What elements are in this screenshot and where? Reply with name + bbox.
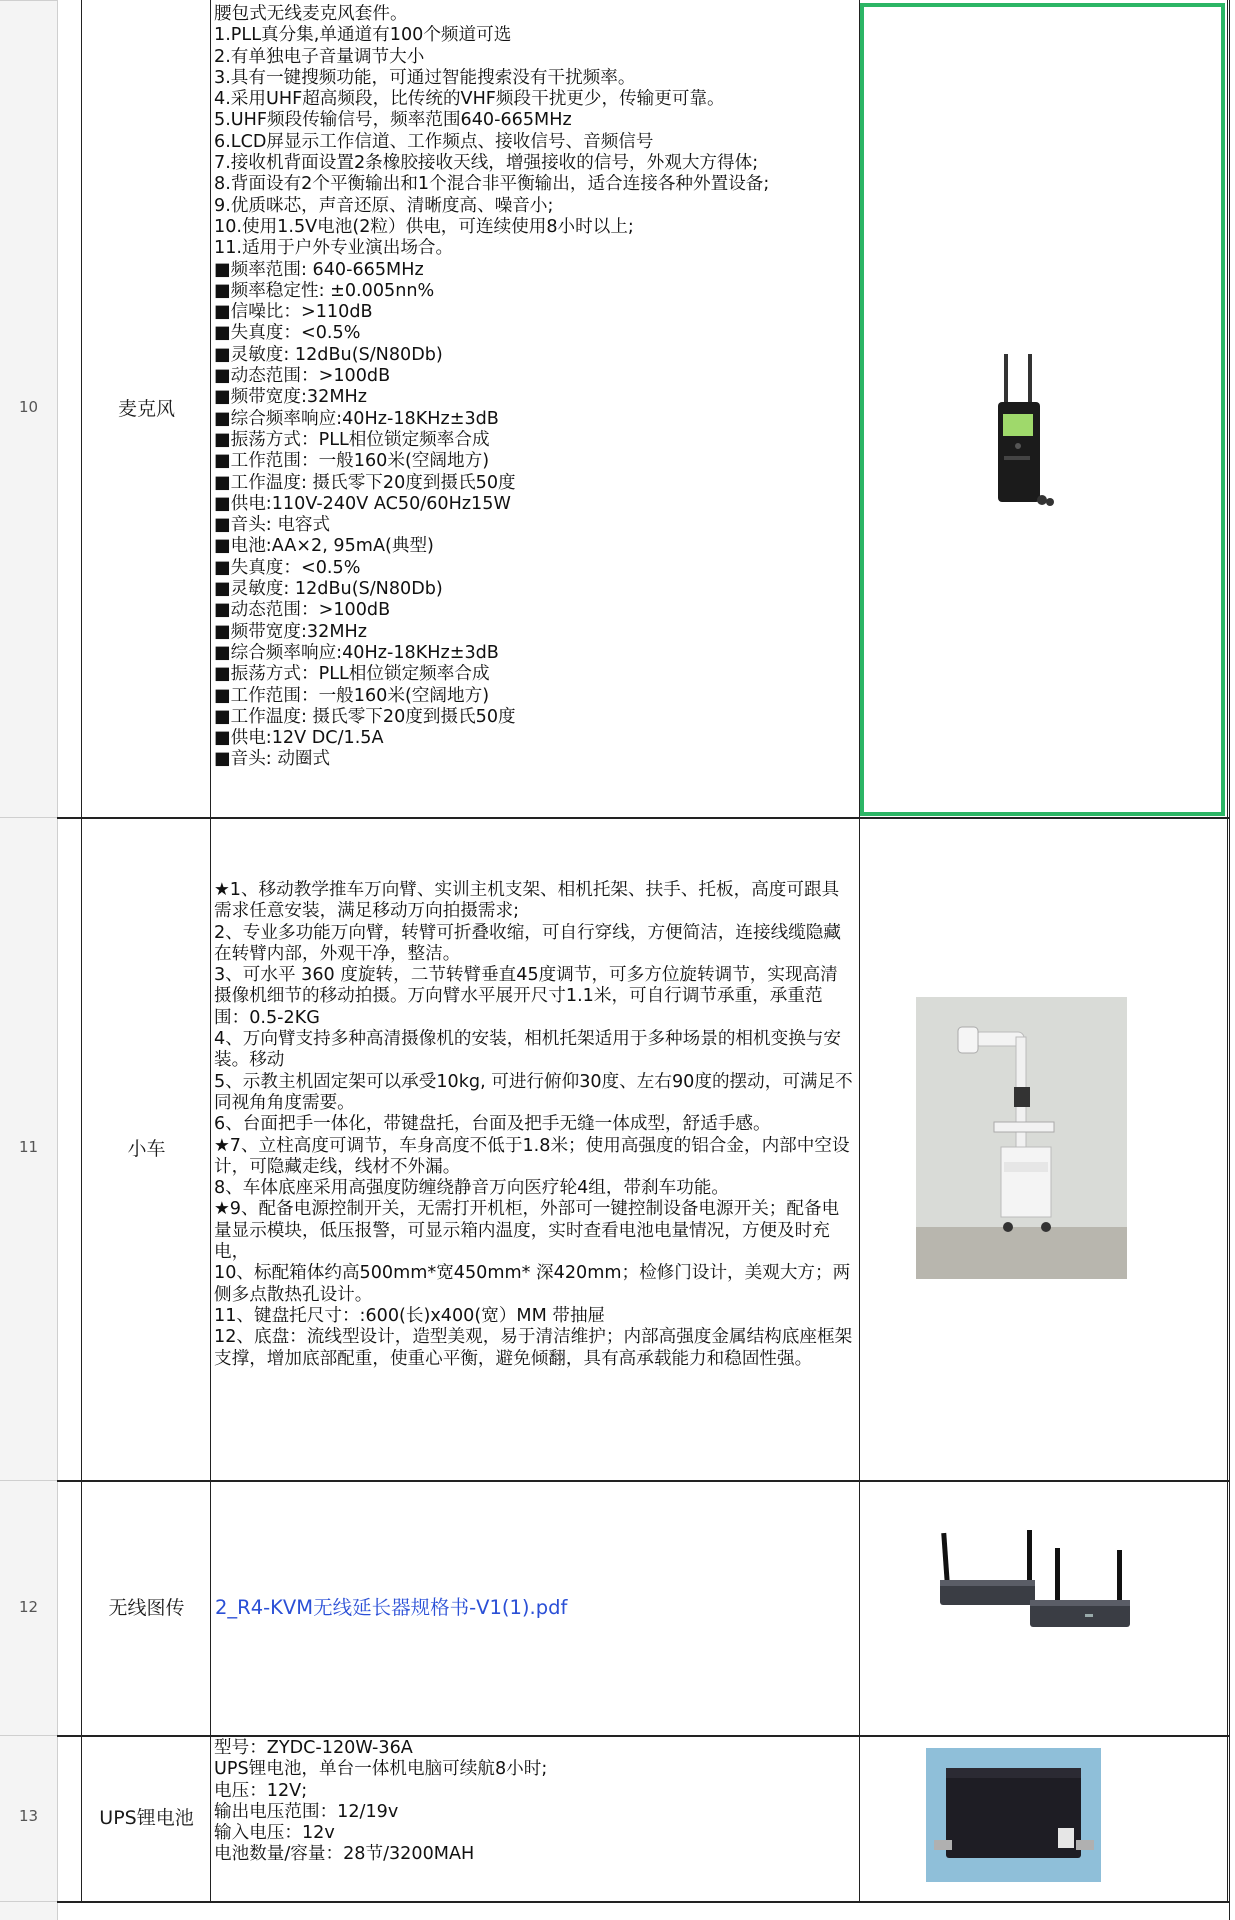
spec-file-link[interactable]: 2_R4-KVM无线延长器规格书-V1(1).pdf: [215, 1596, 568, 1619]
row-divider: [0, 0, 57, 1]
item-name-cell[interactable]: 小车: [127, 1138, 166, 1160]
row-divider: [57, 1735, 1229, 1737]
column-divider: [1227, 0, 1228, 1902]
item-description-cell[interactable]: 腰包式无线麦克风套件。 1.PLL真分集,单通道有100个频道可选 2.有单独电子音量调节大小 3.具有一键搜频功能，可通过智能搜索没有干扰频率。 4.采用UHF超高频段，比传统的VHF频段干扰更少，传输更可靠。 5.UHF频段传输信号，频率范围640-665MHz 6.LCD屏显示工作信道、工作频点、接收信号、音频信号 7.接收机背面设置2条橡胶接收天线，增强接收的信号，外观大方得体; 8.背面设有2个平衡输出和1个混合非平衡输出，适合连接各种外置设备; 9.优质咪芯，声音还原、清晰度高、噪音小; 10.使用1.5V电池(2粒）供电，可连续使用8小时以上; 11.适用于户外专业演出场合。 ■频率范围: 640-665MHz ■频率稳定性: ±0.005nn% ■信噪比：>110dB ■失真度：<0.5% ■灵敏度: 12dBu(S/N80Db) ■动态范围：>100dB ■频带宽度:32MHz ■综合频率响应:40Hz-18KHz±3dB ■振荡方式：PLL相位锁定频率合成 ■工作范围：一般160米(空阔地方) ■工作温度: 摄氏零下20度到摄氏50度 ■供电:110V-240V AC50/60Hz15W ■音头: 电容式 ■电池:AA×2, 95mA(典型) ■失真度：<0.5% ■灵敏度: 12dBu(S/N80Db) ■动态范围：>100dB ■频带宽度:32MHz ■综合频率响应:40Hz-18KHz±3dB ■振荡方式：PLL相位锁定频率合成 ■工作范围：一般160米(空阔地方) ■工作温度: 摄氏零下20度到摄氏50度 ■供电:12V DC/1.5A ■音头: 动圈式: [214, 4, 770, 770]
row-divider: [57, 1480, 1229, 1482]
item-description-cell[interactable]: ★1、移动教学推车万向臂、实训主机支架、相机托架、扶手、托板，高度可跟具需求任意安装，满足移动万向拍摄需求; 2、专业多功能万向臂，转臂可折叠收缩，可自行穿线，方便简洁，连接线缆隐藏在转臂内部，外观干净，整洁。 3、可水平 360 度旋转，二节转臂垂直45度调节，可多方位旋转调节，实现高清摄像机细节的移动拍摄。万向臂水平展开尺寸1.1米，可自行调节承重，承重范围：0.5-2KG 4、万向臂支持多种高清摄像机的安装，相机托架适用于多种场景的相机变换与安装。移动 5、示教主机固定架可以承受10kg, 可进行俯仰30度、左右90度的摆动，可满足不同视角角度需要。 6、台面把手一体化，带键盘托，台面及把手无缝一体成型，舒适手感。 ★7、立柱高度可调节，车身高度不低于1.8米；使用高强度的铝合金，内部中空设计，可隐藏走线，线材不外漏。 8、车体底座采用高强度防缠绕静音万向医疗轮4组，带刹车功能。 ★9、配备电源控制开关，无需打开机柜，外部可一键控制设备电源开关；配备电量显示模块，低压报警，可显示箱内温度，实时查看电池电量情况，方便及时充电， 10、标配箱体约高500mm*宽450mm* 深420mm；检修门设计，美观大方；两侧多点散热孔设计。 11、键盘托尺寸：:600(长)x400(宽）MM 带抽屉 12、底盘：流线型设计，造型美观，易于清洁维护；内部高强度金属结构底座框架支撑，增加底部配重，使重心平衡，避免倾翻，具有高承载能力和稳固性强。: [214, 880, 853, 1369]
row-divider: [0, 1480, 57, 1481]
row-divider: [57, 817, 1229, 819]
row-number[interactable]: 13: [18, 1807, 39, 1825]
row-number[interactable]: 10: [18, 398, 39, 416]
row-number[interactable]: 12: [18, 1598, 39, 1616]
row-divider: [57, 1901, 1229, 1903]
item-name-cell[interactable]: 无线图传: [108, 1597, 185, 1619]
teaching-cart-image: [916, 997, 1127, 1279]
wireless-transmitter-image: [935, 1528, 1135, 1638]
right-edge: [1229, 0, 1235, 1920]
row-divider: [0, 1735, 57, 1736]
item-description-cell[interactable]: 型号：ZYDC-120W-36A UPS锂电池，单台一体机电脑可续航8小时; 电压：12V; 输出电压范围：12/19v 输入电压：12v 电池数量/容量：28节/3200MAH: [214, 1738, 548, 1865]
row-header-column: [0, 0, 58, 1920]
item-name-cell[interactable]: 麦克风: [117, 398, 175, 420]
microphone-receiver-image: [990, 352, 1070, 512]
row-divider: [0, 1901, 57, 1902]
column-divider: [210, 0, 211, 1902]
column-divider: [81, 0, 82, 1902]
item-name-cell[interactable]: UPS锂电池: [99, 1807, 194, 1829]
row-divider: [0, 817, 57, 818]
ups-battery-image: [926, 1748, 1101, 1882]
row-number[interactable]: 11: [18, 1138, 39, 1156]
